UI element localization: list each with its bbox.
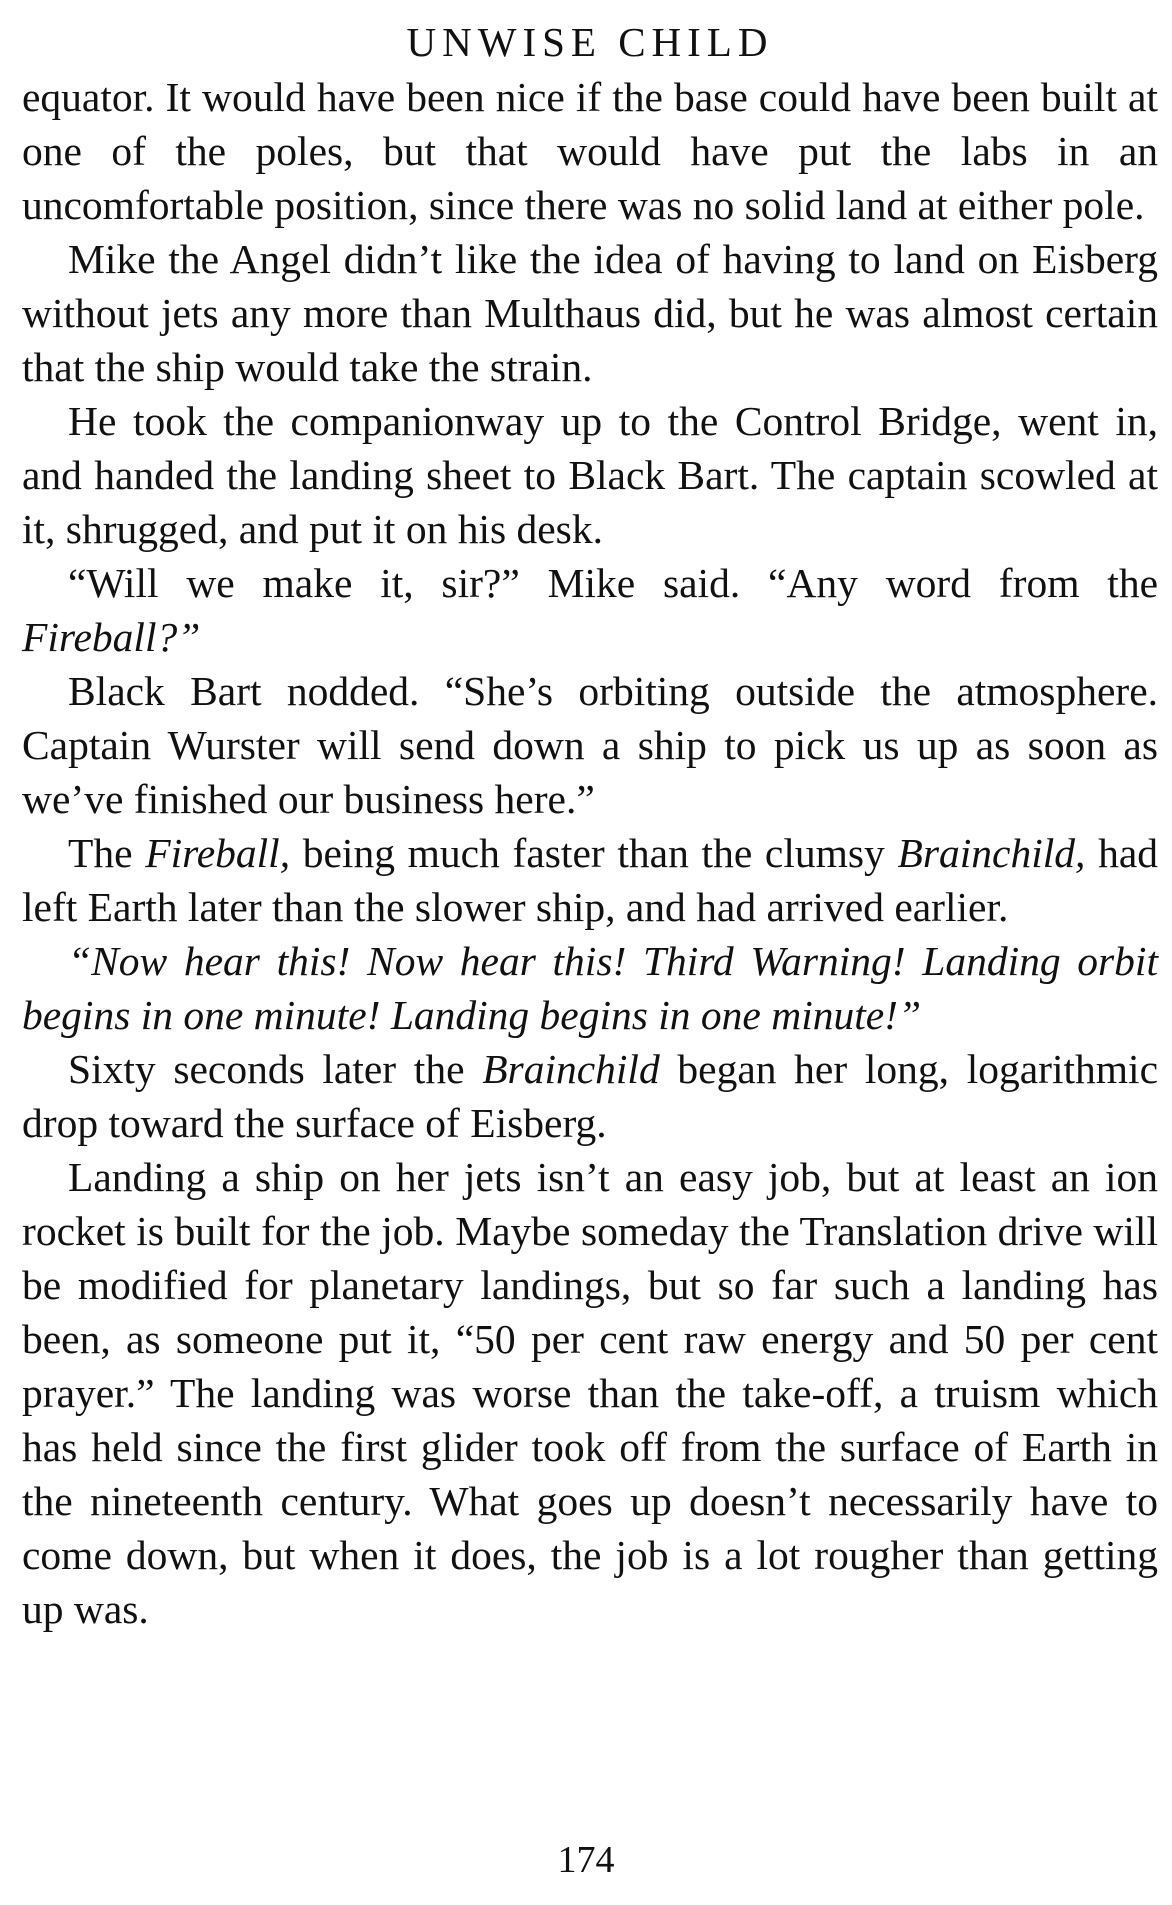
paragraph-7-announcement: [22, 934, 1158, 1042]
running-head: UNWISE CHILD: [406, 19, 774, 65]
paragraph-5: Black Bart nodded. “She’s orbiting outside the atmosphere. Captain Wurster will send down a ship to pick us up as soon as we’ve finished our business here.”: [22, 668, 1158, 822]
paragraph-6-text-b: being much faster than the clumsy: [290, 830, 898, 876]
ship-name-brainchild: Brainchild,: [897, 830, 1086, 876]
paragraph-4: [22, 556, 1158, 664]
announcement-text: “Now hear this! Now hear this! Third Warning! Landing orbit begins in one minute! Landing begins in one minute!”: [22, 938, 1158, 1038]
paragraph-3: He took the companionway up to the Control Bridge, went in, and handed the landing sheet to Black Bart. The captain scowled at it, shrugged, and put it on his desk.: [22, 398, 1158, 552]
ship-name-fireball: Fireball,: [145, 830, 291, 876]
paragraph-1: equator. It would have been nice if the base could have been built at one of the poles, but that would have put the labs in an uncomfortable position, since there was no solid land at either pole.: [22, 74, 1158, 228]
ship-name-brainchild: Brainchild: [482, 1046, 660, 1092]
paragraph-8-text-b: began her long, logarithmic drop toward the surface of Eisberg.: [22, 1046, 1159, 1146]
book-page: [22, 0, 1158, 1636]
paragraph-4-text: “Will we make it, sir?” Mike said. “Any word from the: [68, 560, 1158, 606]
page-number: 174: [557, 1839, 615, 1881]
paragraph-9: Landing a ship on her jets isn’t an easy job, but at least an ion rocket is built for the job. Maybe someday the Translation drive will be modified for planetary landings, but so far such a landing has been, as someone put it, “50 per cent raw energy and 50 per cent prayer.” The landing was worse than the take-off, a truism which has held since the first glider took off from the surface of Earth in the nineteenth century. What goes up doesn’t necessarily have to come down, but when it does, the job is a lot rougher than getting up was.: [22, 1154, 1158, 1632]
paragraph-2: Mike the Angel didn’t like the idea of having to land on Eisberg without jets any more than Multhaus did, but he was almost certain that the ship would take the strain.: [22, 236, 1158, 390]
paragraph-6: [22, 826, 1158, 934]
paragraph-8: [22, 1042, 1158, 1150]
paragraph-6-text-a: The: [68, 830, 146, 876]
paragraph-8-text-a: Sixty seconds later the: [68, 1046, 483, 1092]
paragraph-6-text-c: had left Earth later than the slower ship, and had arrived earlier.: [22, 830, 1158, 930]
ship-name-fireball: Fireball?”: [22, 614, 201, 660]
